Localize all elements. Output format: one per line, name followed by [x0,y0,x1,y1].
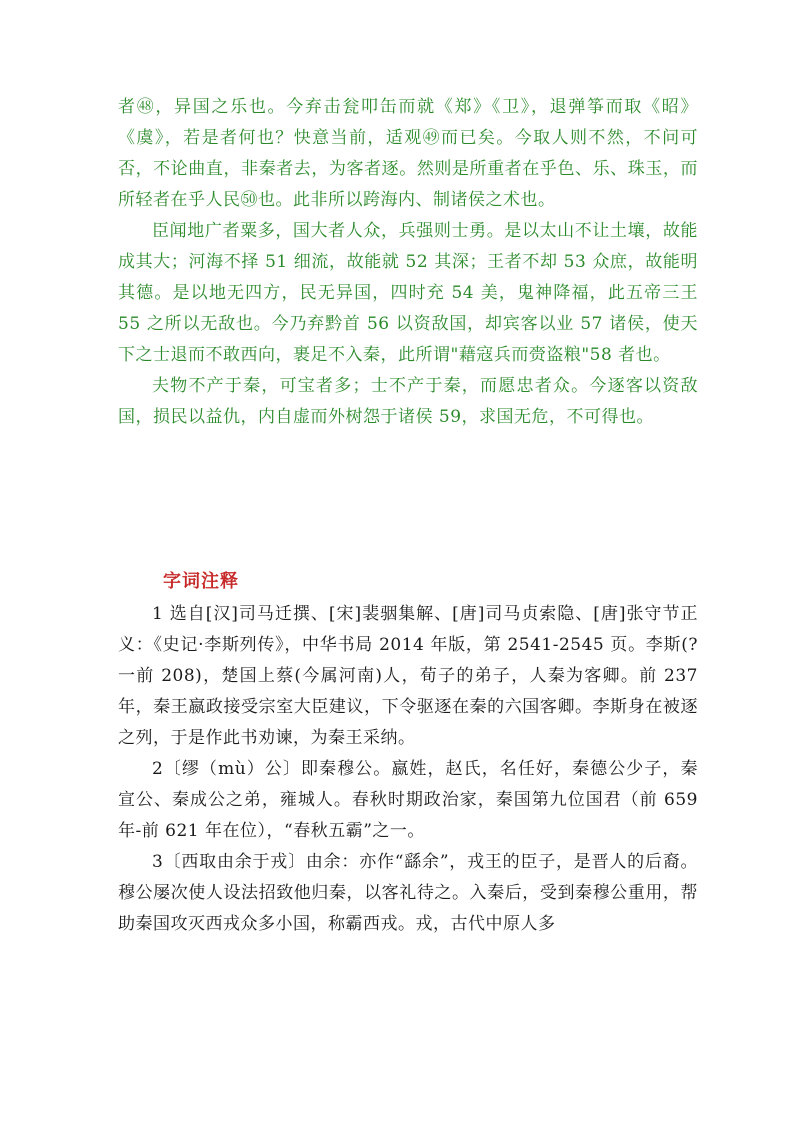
passage-paragraph-3: 夫物不产于秦，可宝者多；士不产于秦，而愿忠者众。今逐客以资敌国，损民以益仇，内自虚而外树怨于诸侯 59，求国无危，不可得也。 [118,376,698,427]
note-3: 3〔西取由余于戎〕由余：亦作“繇余”，戎王的臣子，是晋人的后裔。穆公屡次使人设法招致他归秦，以客礼待之。入秦后，受到秦穆公重用，帮助秦国攻灭西戎众多小国，称霸西戎。戎，古代中原人多 [118,852,698,934]
notes-heading: 字词注释 [163,571,239,592]
passage-paragraph-1: 者㊽，异国之乐也。今弃击瓮叩缶而就《郑》《卫》，退弹筝而取《昭》《虞》，若是者何也？快意当前，适观㊾而已矣。今取人则不然，不问可否，不论曲直，非秦者去，为客者逐。然则是所重者在乎色、乐、珠玉，而所轻者在乎人民㊿也。此非所以跨海内、制诸侯之术也。 [118,97,698,210]
note-1: 1 选自[汉]司马迁撰、[宋]裴骃集解、[唐]司马贞索隐、[唐]张守节正义：《史记·李斯列传》，中华书局 2014 年版，第 2541-2545 页。李斯(?一前 208)，楚国上蔡(今属河南)人，荀子的弟子，人秦为客卿。前 237 年，秦王嬴政接受宗室大臣建议，下令驱逐在秦的六国客卿。李斯身在被逐之列，于是作此书劝谏，为秦王采纳。 [118,604,698,748]
passage-text [118,92,698,433]
notes-text [118,599,698,940]
passage-paragraph-2: 臣闻地广者粟多，国大者人众，兵强则士勇。是以太山不让土壤，故能成其大；河海不择 51 细流，故能就 52 其深；王者不却 53 众庶，故能明其德。是以地无四方，民无异国，四时充 54 美，鬼神降福，此五帝三王 55 之所以无敌也。今乃弃黔首 56 以资敌国，却宾客以业 57 诸侯，使天下之士退而不敢西向，裹足不入秦，此所谓"藉寇兵而赍盗粮"58 者也。 [118,221,698,365]
note-2: 2〔缪（mù）公〕即秦穆公。嬴姓，赵氏，名任好，秦德公少子，秦宣公、秦成公之弟，雍城人。春秋时期政治家，秦国第九位国君（前 659 年-前 621 年在位），“春秋五霸”之一。 [118,759,698,841]
